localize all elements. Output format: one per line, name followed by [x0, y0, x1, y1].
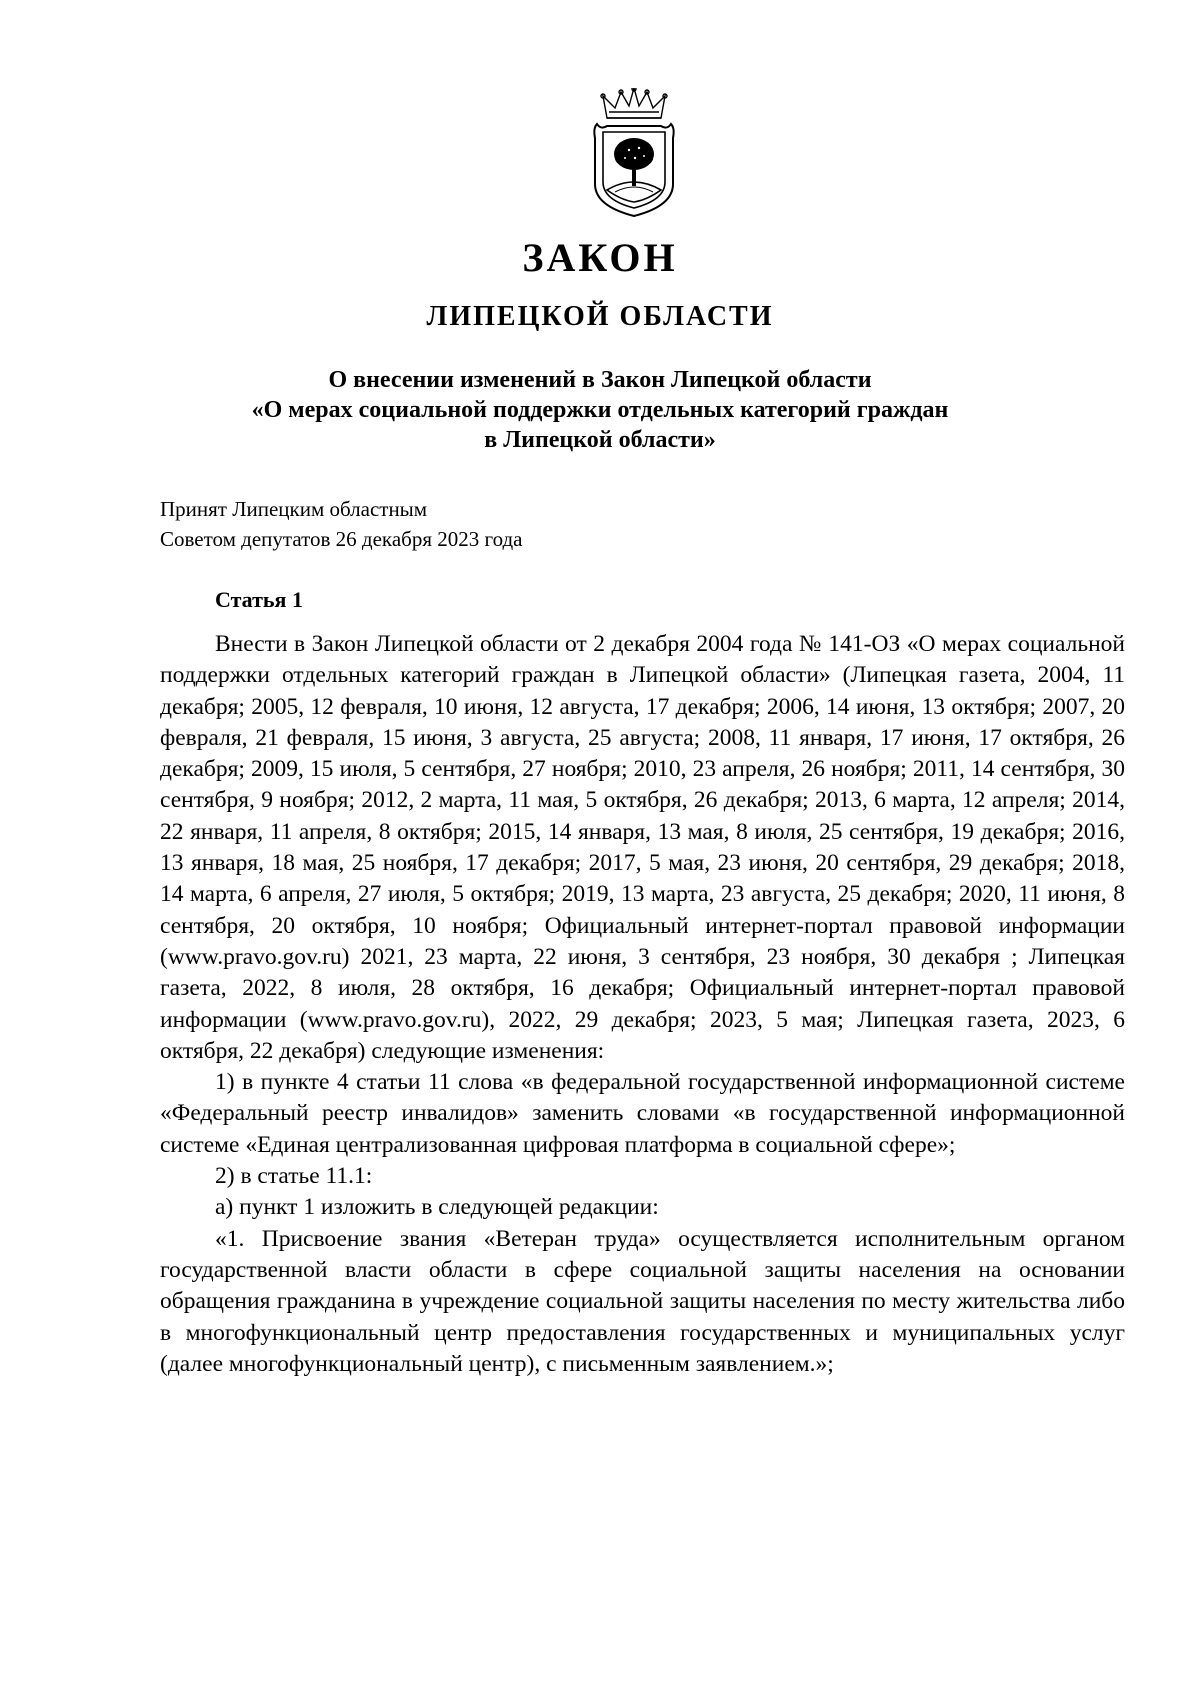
- article-heading: Статья 1: [215, 587, 303, 612]
- adoption-line-2: Советом депутатов 26 декабря 2023 года: [160, 527, 523, 551]
- article-item-2a: а) пункт 1 изложить в следующей редакции:: [215, 1194, 659, 1221]
- document-subtitle: ЛИПЕЦКОЙ ОБЛАСТИ: [426, 301, 774, 332]
- article-intro-paragraph: Внести в Закон Липецкой области от 2 декабря 2004 года № 141-ОЗ «О мерах социальной поддержки отдельных категорий граждан в Липецкой области» (Липецкая газета, 2004, 11 декабря; 2005, 12 февраля, 10 июня, 12 августа, 17 декабря; 2006, 14 июня, 13 октября; 2007, 20 февраля, 21 февраля, 15 июня, 3 августа, 25 августа; 2008, 11 января, 17 июня, 17 октября, 26 декабря; 2009, 15 июля, 5 сентября, 27 ноября; 2010, 23 апреля, 26 ноября; 2011, 14 сентября, 30 сентября, 9 ноября; 2012, 2 марта, 11 мая, 5 октября, 26 декабря; 2013, 6 марта, 12 апреля; 2014, 22 января, 11 апреля, 8 октября; 2015, 14 января, 13 мая, 8 июля, 25 сентября, 19 декабря; 2016, 13 января, 18 мая, 25 ноября, 17 декабря; 2017, 5 мая, 23 июня, 20 сентября, 29 декабря; 2018, 14 марта, 6 апреля, 27 июля, 5 октября; 2019, 13 марта, 23 августа, 25 декабря; 2020, 11 июня, 8 сентября, 20 октября, 10 ноября; Официальный интернет-портал правовой информации (www.pravo.gov.ru) 2021, 23 марта, 22 июня, 3 сентября, 23 ноября, 30 декабря ; Липецкая газета, 2022, 8 июля, 28 октября, 16 декабря; Официальный интернет-портал правовой информации (www.pravo.gov.ru), 2022, 29 декабря; 2023, 5 мая; Липецкая газета, 2023, 6 октября, 22 декабря) следующие изменения:: [160, 631, 1125, 1064]
- adoption-line-1: Принят Липецким областным: [160, 497, 428, 521]
- article-quote-paragraph: «1. Присвоение звания «Ветеран труда» осуществляется исполнительным органом государственной власти области в сфере социальной защиты населения на основании обращения гражданина в учреждение социальной защиты населения по месту жительства либо в многофункциональный центр предоставления государственных и муниципальных услуг (далее многофункциональный центр), с письменным заявлением.»;: [160, 1225, 1125, 1377]
- law-name-line: «О мерах социальной поддержки отдельных категорий граждан: [251, 397, 949, 423]
- coat-of-arms-icon: [589, 88, 679, 218]
- document-title: ЗАКОН: [522, 235, 678, 280]
- article-item-1: 1) в пункте 4 статьи 11 слова «в федеральной государственной информационной системе «Федеральный реестр инвалидов» заменить словами «в государственной информационной системе «Единая централизованная цифровая платформа в социальной сфере»;: [160, 1069, 1125, 1158]
- law-name: [160, 365, 1040, 455]
- adoption-note: [160, 494, 522, 554]
- law-name-line: О внесении изменений в Закон Липецкой области: [328, 367, 872, 393]
- article-body: [160, 629, 1125, 1380]
- law-name-line: в Липецкой области»: [484, 427, 716, 453]
- article-item-2: 2) в статье 11.1:: [215, 1163, 373, 1190]
